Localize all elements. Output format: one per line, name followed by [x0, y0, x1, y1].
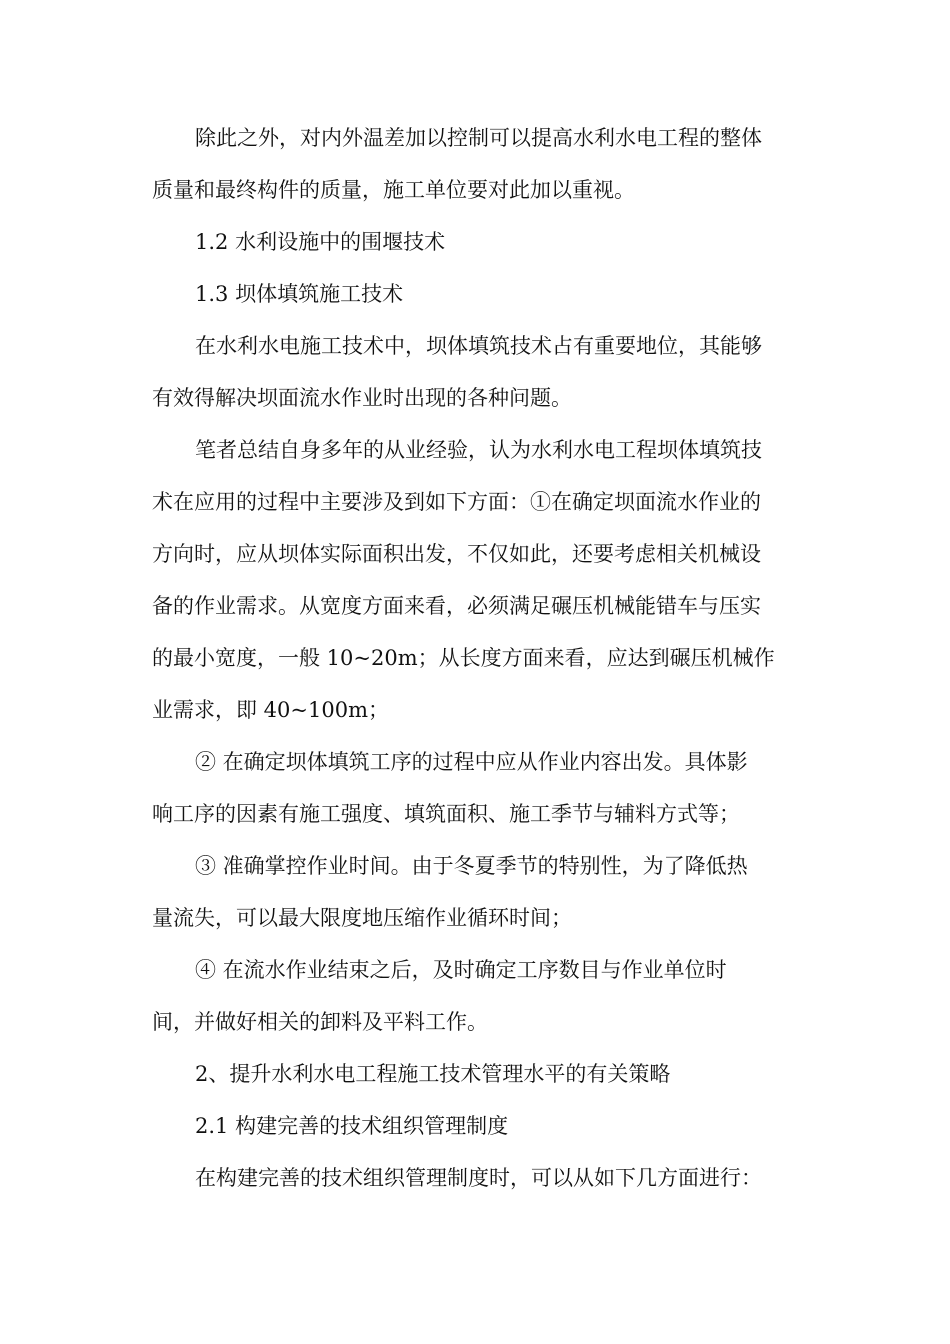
paragraph-line: 有效得解决坝面流水作业时出现的各种问题。: [152, 386, 572, 410]
paragraph-line: 的最小宽度，一般 10~20m；从长度方面来看，应达到碾压机械作: [152, 646, 775, 670]
paragraph-line: ③ 准确掌控作业时间。由于冬夏季节的特别性，为了降低热: [195, 854, 748, 878]
paragraph-line: 术在应用的过程中主要涉及到如下方面：①在确定坝面流水作业的: [152, 490, 761, 514]
paragraph-line: 业需求，即 40~100m；: [152, 698, 389, 722]
paragraph-line: ④ 在流水作业结束之后，及时确定工序数目与作业单位时: [195, 958, 727, 982]
section-heading: 1.2 水利设施中的围堰技术: [195, 230, 446, 254]
paragraph-line: 在构建完善的技术组织管理制度时，可以从如下几方面进行：: [195, 1166, 762, 1190]
paragraph-line: 备的作业需求。从宽度方面来看，必须满足碾压机械能错车与压实: [152, 594, 761, 618]
paragraph-line: 方向时，应从坝体实际面积出发，不仅如此，还要考虑相关机械设: [152, 542, 761, 566]
paragraph-line: 在水利水电施工技术中，坝体填筑技术占有重要地位，其能够: [195, 334, 762, 358]
paragraph-line: 响工序的因素有施工强度、填筑面积、施工季节与辅料方式等；: [152, 802, 740, 826]
paragraph-line: ② 在确定坝体填筑工序的过程中应从作业内容出发。具体影: [195, 750, 748, 774]
section-heading: 1.3 坝体填筑施工技术: [195, 282, 404, 306]
section-heading: 2、提升水利水电工程施工技术管理水平的有关策略: [195, 1062, 671, 1086]
paragraph-line: 质量和最终构件的质量，施工单位要对此加以重视。: [152, 178, 635, 202]
paragraph-line: 笔者总结自身多年的从业经验，认为水利水电工程坝体填筑技: [195, 438, 762, 462]
section-heading: 2.1 构建完善的技术组织管理制度: [195, 1114, 509, 1138]
paragraph-line: 间，并做好相关的卸料及平料工作。: [152, 1010, 488, 1034]
paragraph-line: 除此之外，对内外温差加以控制可以提高水利水电工程的整体: [195, 126, 762, 150]
paragraph-line: 量流失，可以最大限度地压缩作业循环时间；: [152, 906, 572, 930]
